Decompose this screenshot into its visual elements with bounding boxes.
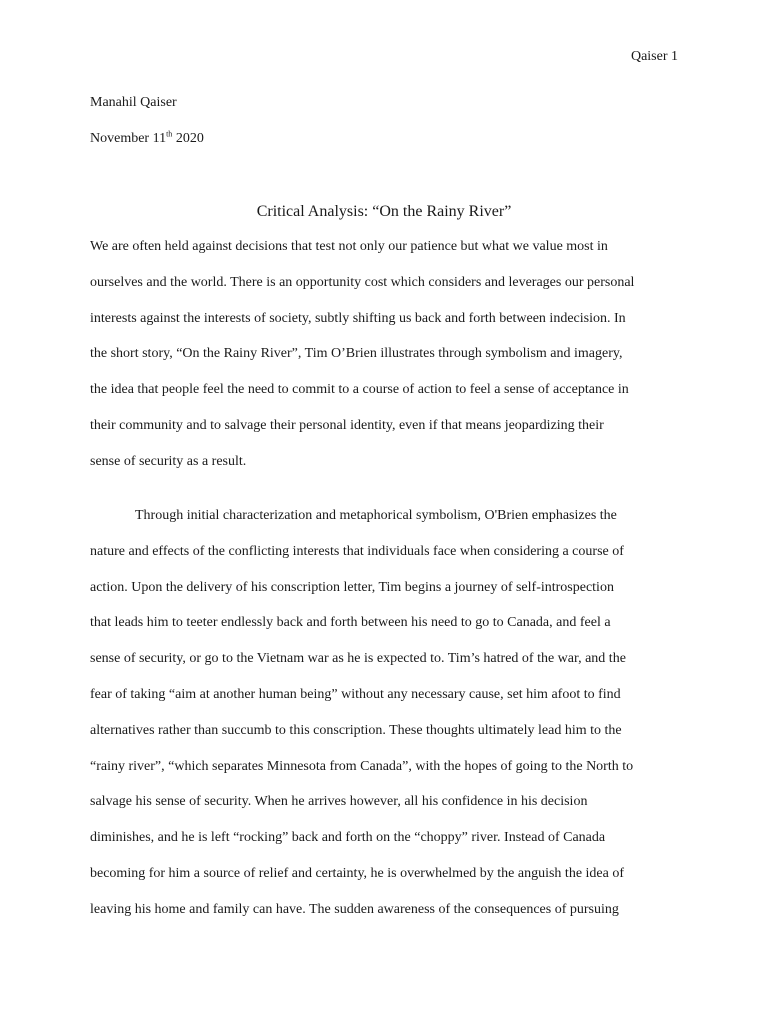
paragraph-line: alternatives rather than succumb to this conscription. These thoughts ultimately lead him to the	[90, 722, 622, 738]
paragraph-1	[90, 237, 680, 488]
paragraph-line: diminishes, and he is left “rocking” back and forth on the “choppy” river. Instead of Canada	[90, 830, 606, 846]
paragraph-line: their community and to salvage their personal identity, even if that means jeopardizing their	[90, 417, 604, 433]
paragraph-line: nature and effects of the conflicting interests that individuals face when considering a course of	[90, 543, 624, 559]
paragraph-line: that leads him to teeter endlessly back and forth between his need to go to Canada, and feel a	[90, 615, 611, 631]
paragraph-line: Through initial characterization and metaphorical symbolism, O'Brien emphasizes the	[135, 508, 617, 523]
paragraph-line: leaving his home and family can have. The sudden awareness of the consequences of pursuing	[90, 901, 619, 917]
paragraph-2	[90, 506, 680, 936]
paragraph-line: salvage his sense of security. When he arrives however, all his confidence in his decision	[90, 794, 588, 810]
paragraph-line: action. Upon the delivery of his conscription letter, Tim begins a journey of self-introspection	[90, 579, 614, 595]
paragraph-line: fear of taking “aim at another human being” without any necessary cause, set him afoot to find	[90, 686, 621, 702]
paragraph-line: becoming for him a source of relief and certainty, he is overwhelmed by the anguish the idea of	[90, 865, 625, 881]
paragraph-line: the idea that people feel the need to commit to a course of action to feel a sense of acceptance in	[90, 382, 629, 398]
paragraph-line: the short story, “On the Rainy River”, Tim O’Brien illustrates through symbolism and imagery,	[90, 346, 623, 362]
paragraph-line: interests against the interests of society, subtly shifting us back and forth between indecision. In	[90, 310, 626, 326]
date-prefix: November 11	[90, 131, 167, 146]
paragraph-line: sense of security as a result.	[90, 453, 247, 469]
date-superscript: th	[166, 129, 173, 139]
document-date	[90, 129, 204, 149]
author-name: Manahil Qaiser	[90, 95, 177, 110]
essay-title: Critical Analysis: “On the Rainy River”	[256, 203, 512, 220]
paragraph-line: ourselves and the world. There is an opportunity cost which considers and leverages our personal	[90, 274, 635, 290]
paragraph-line: “rainy river”, “which separates Minnesota from Canada”, with the hopes of going to the North to	[90, 758, 634, 774]
date-suffix: 2020	[172, 131, 204, 146]
paragraph-line: sense of security, or go to the Vietnam war as he is expected to. Tim’s hatred of the war, and the	[90, 651, 626, 667]
page-header-label: Qaiser 1	[630, 49, 678, 64]
paragraph-line: We are often held against decisions that test not only our patience but what we value most in	[90, 239, 608, 254]
